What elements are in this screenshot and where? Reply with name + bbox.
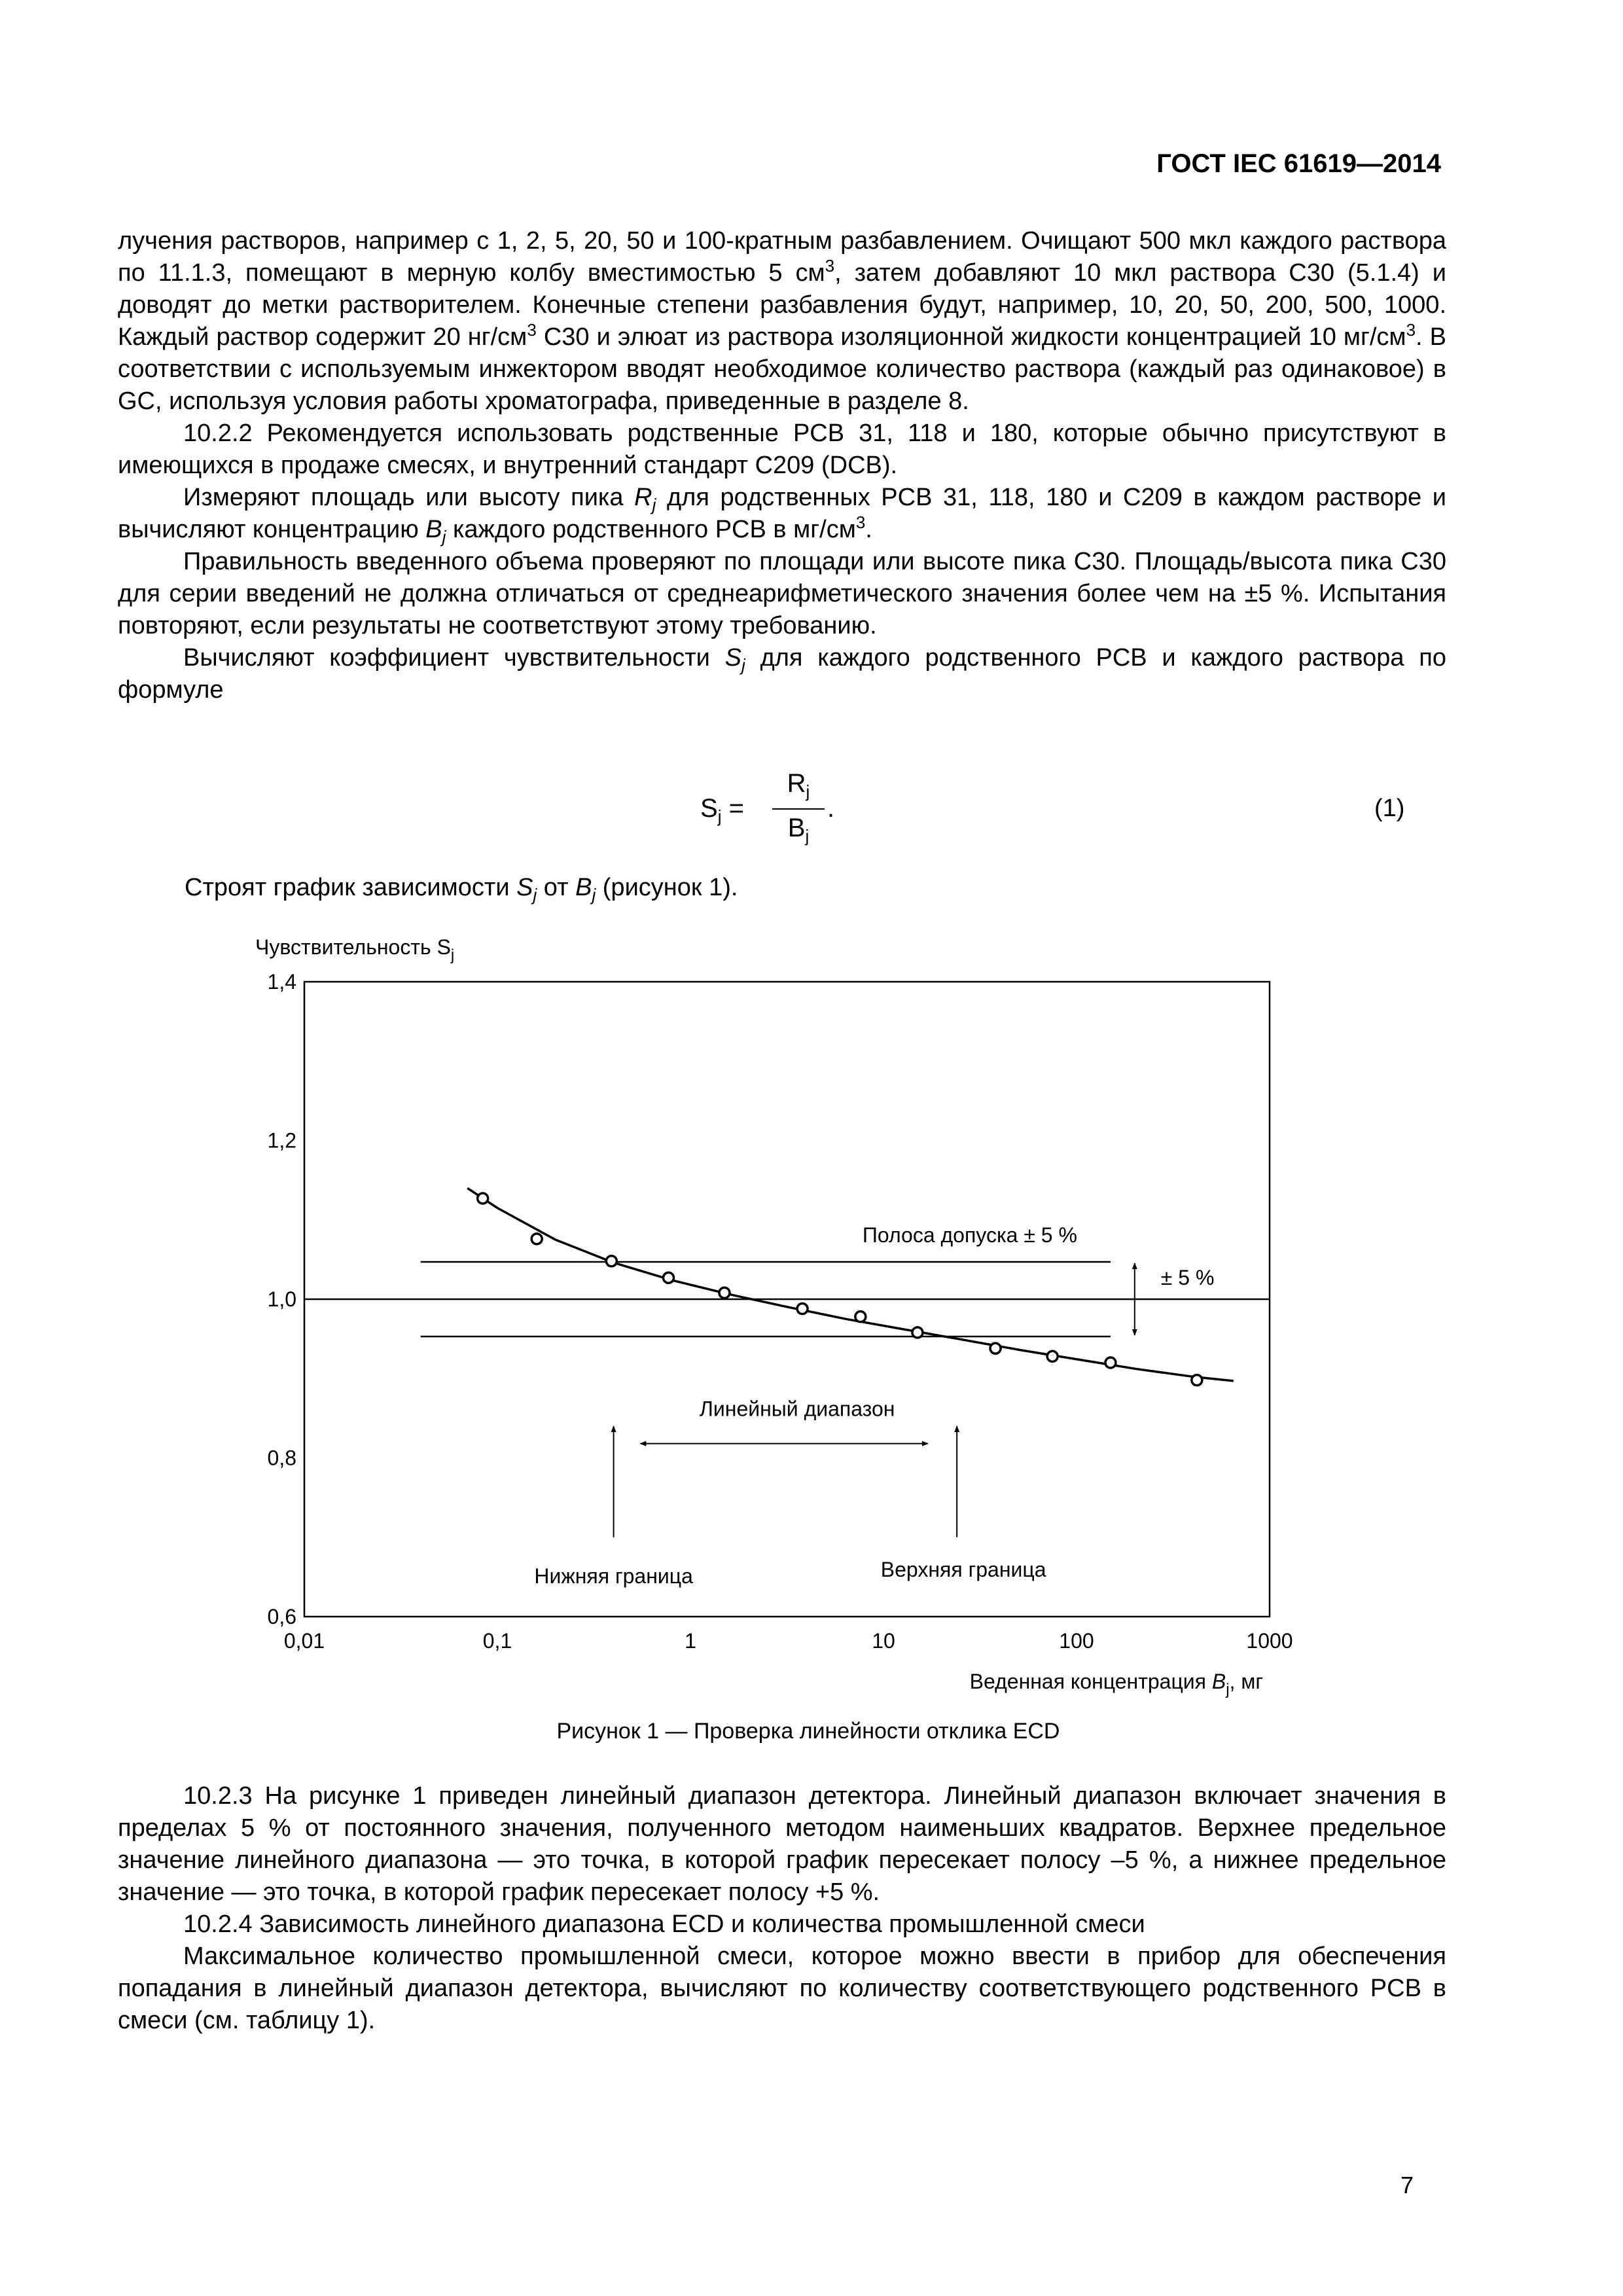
y-axis-label: Чувствительность $S_j$ [255,935,455,964]
data-point [912,1327,923,1338]
data-point [606,1256,616,1266]
data-point [1047,1351,1058,1361]
y-tick-label: 1,4 [267,970,296,994]
formula-denominator: $B_j$ [787,814,810,846]
y-tick-labels [268,970,296,1628]
paragraph-10-2-4-heading: 10.2.4 Зависимость линейного диапазона ECD и количества промышленной смеси [183,1910,1145,1938]
linearity-chart [236,923,1322,1708]
x-tick-label: 1 [685,1629,696,1653]
document-id-header: ГОСТ IEC 61619—2014 [1156,149,1441,178]
data-point [664,1272,674,1283]
paragraph-10-2-2: 10.2.2 Рекомендуется использовать родственные PCB 31, 118 и 180, которые обычно присутствуют в имеющихся в продаже смесях, и внутренний стандарт С209 (DCB). [118,420,1446,479]
x-tick-label: 0,1 [482,1629,512,1653]
formula-numerator: $R_j$ [787,769,810,801]
formula-fraction-bar [772,808,825,810]
x-tick-label: 0,01 [283,1629,325,1653]
data-point [855,1312,866,1322]
data-point [797,1304,808,1314]
paragraph-solutions-dilution: лучения растворов, например с 1, 2, 5, 20, 50 и 100-кратным разбавлением. Очищают 500 мкл каждого раствора по 11.1.3, помещают в мерную колбу вместимостью 5 $см^3$, затем добавляют 10 мкл раствора С30 (5.1.4) и доводят до метки растворителем. Конечные степени разбавления будут, например, 10, 20, 50, 200, 500, 1000. Каждый раствор содержит 20 $нг/см^3$ С30 и элюат из раствора изоляционной жидкости концентрацией 10 $мг/см^3$. В соответствии с используемым инжектором вводят необходимое количество раствора (каждый раз одинаковое) в GC, используя условия работы хроматографа, приведенные в разделе 8. [118,227,1446,415]
formula-lhs: $S_j$ = [700,794,744,826]
fit-curve [467,1188,1234,1381]
data-point [719,1287,730,1298]
data-point [990,1343,1001,1354]
x-tick-labels [284,1629,1293,1653]
tolerance-band-label: Полоса допуска ± 5 % [862,1223,1077,1247]
body-text-section-2 [118,1780,1446,2037]
page-number: 7 [1400,2172,1414,2198]
upper-bound-label: Верхняя граница [880,1557,1046,1581]
y-tick-label: 1,2 [267,1128,296,1153]
data-point [1105,1357,1116,1368]
formula-period: . [827,794,835,823]
sensitivity-formula [700,769,844,854]
formula-fraction [772,769,825,846]
y-tick-label: 1,0 [267,1287,296,1311]
figure-caption: Рисунок 1 — Проверка линейности отклика ECD [556,1719,1060,1744]
paragraph-measure-peak: Измеряют площадь или высоту пика $R_j$ для родственных PCB 31, 118, 180 и С209 в каждом растворе и вычисляют концентрацию $B_j$ каждого родственного PCB в $мг/см^3$. [118,484,1446,547]
lower-bound-label: Нижняя граница [534,1564,693,1588]
data-point [531,1234,542,1244]
paragraph-sensitivity-formula-intro: Вычисляют коэффициент чувствительности $S_j$ для каждого родственного PCB и каждого раствора по формуле [118,644,1447,704]
x-tick-label: 1000 [1246,1629,1293,1653]
body-text-section-1 [118,225,1446,706]
data-point [1192,1375,1202,1386]
data-point [478,1193,488,1204]
linear-range-label: Линейный диапазон [699,1397,895,1421]
x-tick-label: 100 [1059,1629,1094,1653]
tolerance-arrow-label: ± 5 % [1160,1266,1215,1289]
y-tick-label: 0,6 [267,1605,296,1628]
paragraph-10-2-3: 10.2.3 На рисунке 1 приведен линейный диапазон детектора. Линейный диапазон включает значения в пределах 5 % от постоянного значения, полученного методом наименьших квадратов. Верхнее предельное значение линейного диапазона — это точка, в которой график пересекает полосу –5 %, а нижнее предельное значение — это точка, в которой график пересекает полосу +5 %. [118,1782,1446,1906]
paragraph-volume-check: Правильность введенного объема проверяют по площади или высоте пика С30. Площадь/высота пика С30 для серии введений не должна отличаться от среднеарифметического значения более чем на ±5 %. Испытания повторяют, если результаты не соответствуют этому требованию. [118,548,1446,639]
x-axis-label: Веденная концентрация $B_j$, мг [969,1670,1263,1698]
paragraph-max-mixture: Максимальное количество промышленной смеси, которое можно ввести в прибор для обеспечения попадания в линейный диапазон детектора, вычисляют по количеству соответствующего родственного PCB в смеси (см. таблицу 1). [118,1943,1446,2034]
y-tick-label: 0,8 [267,1446,296,1470]
x-tick-label: 10 [872,1629,895,1653]
equation-number: (1) [1374,795,1405,822]
paragraph-plot-instruction: Строят график зависимости $S_j$ от $B_j$ (рисунок 1). [185,874,738,905]
